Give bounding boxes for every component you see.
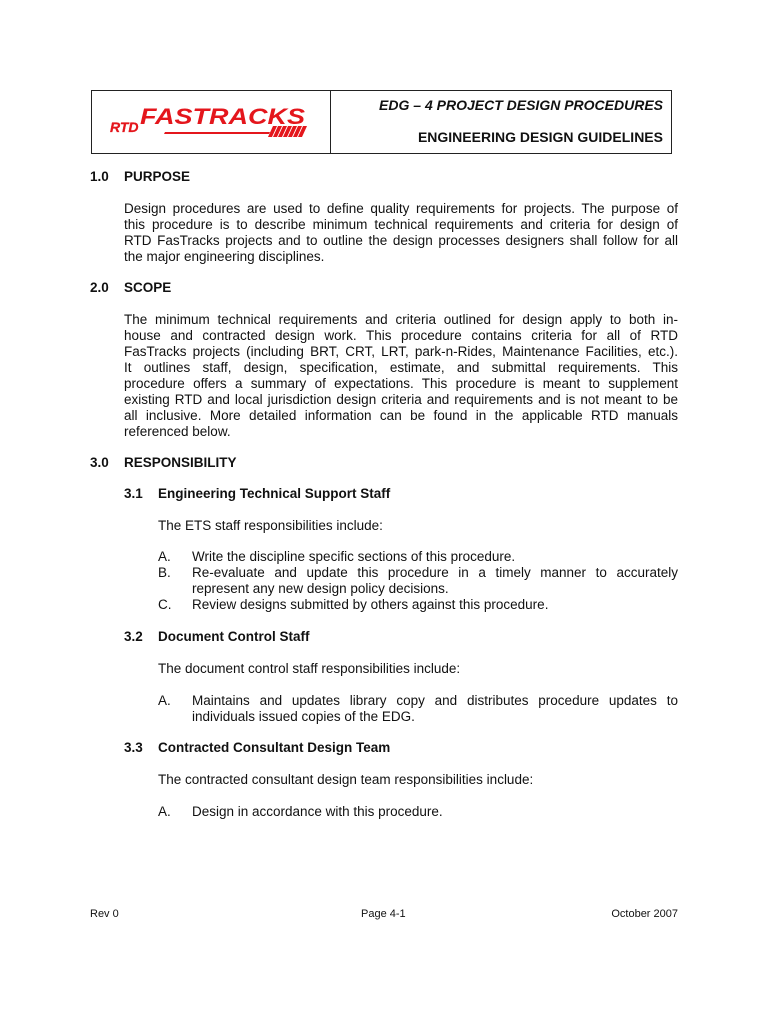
scope-paragraph <box>124 312 678 440</box>
text-line: RTD FasTracks projects and to outline the design processes designers shall follow for all <box>124 233 678 248</box>
text-line: referenced below. <box>124 424 231 439</box>
text-line: Review designs submitted by others against this procedure. <box>192 597 549 612</box>
text-line: Re-evaluate and update this procedure in a timely manner to accurately <box>192 565 678 580</box>
purpose-paragraph <box>124 201 678 265</box>
text-line: Maintains and updates library copy and distributes procedure updates to <box>192 693 678 708</box>
logo-prefix: RTD <box>110 119 139 135</box>
section-heading-responsibility <box>90 455 237 470</box>
footer-revision: Rev 0 <box>90 908 119 920</box>
section-number: 2.0 <box>90 280 109 295</box>
logo-wordmark: FASTRACKS <box>140 104 306 129</box>
text-line: represent any new design policy decisions. <box>192 581 449 596</box>
text-line: existing RTD and local jurisdiction design criteria and requirements and is not meant to be <box>124 392 678 407</box>
text-line: Design procedures are used to define quality requirements for projects. The purpose of <box>124 201 678 216</box>
subsection-title: Document Control Staff <box>158 629 310 644</box>
list-letter: A. <box>158 549 171 564</box>
subsection-heading-document-control <box>124 629 310 644</box>
section-title: SCOPE <box>124 280 172 295</box>
list-letter: C. <box>158 597 172 612</box>
consultant-intro: The contracted consultant design team responsibilities include: <box>158 772 534 787</box>
ets-intro: The ETS staff responsibilities include: <box>158 518 383 533</box>
section-heading-scope <box>90 280 171 295</box>
text-line: house and contracted design work. This procedure contains criteria for all of RTD <box>124 328 678 343</box>
fastracks-logo <box>110 104 310 142</box>
subsection-title: Contracted Consultant Design Team <box>158 740 391 755</box>
subsection-number: 3.1 <box>124 486 143 501</box>
subsection-heading-consultant <box>124 740 390 755</box>
text-line: Design in accordance with this procedure. <box>192 804 443 819</box>
section-number: 1.0 <box>90 169 109 184</box>
subsection-number: 3.2 <box>124 629 143 644</box>
text-line: the major engineering disciplines. <box>124 249 325 264</box>
text-line: FasTracks projects (including BRT, CRT, LRT, park-n-Rides, Maintenance Facilities, etc.). <box>124 344 678 359</box>
subsection-number: 3.3 <box>124 740 143 755</box>
section-title: PURPOSE <box>124 169 191 184</box>
text-line: The minimum technical requirements and criteria outlined for design apply to both in- <box>124 312 678 327</box>
footer-page-number: Page 4-1 <box>361 908 406 920</box>
document-header <box>91 90 672 154</box>
footer-date: October 2007 <box>611 908 678 920</box>
logo-cell <box>92 91 331 153</box>
subsection-title: Engineering Technical Support Staff <box>158 486 391 501</box>
document-control-intro: The document control staff responsibilities include: <box>158 661 461 676</box>
text-line: It outlines staff, design, specification, estimate, and submittal requirements. This <box>124 360 678 375</box>
text-line: individuals issued copies of the EDG. <box>192 709 415 724</box>
subsection-heading-ets <box>124 486 390 501</box>
text-line: Write the discipline specific sections of this procedure. <box>192 549 516 564</box>
document-series-title: EDG – 4 PROJECT DESIGN PROCEDURES <box>379 97 663 113</box>
header-title-cell <box>331 91 671 153</box>
text-line: this procedure is to describe minimum technical requirements and criteria for design of <box>124 217 678 232</box>
list-letter: A. <box>158 693 171 708</box>
list-letter: B. <box>158 565 171 580</box>
document-title: ENGINEERING DESIGN GUIDELINES <box>417 129 663 145</box>
section-title: RESPONSIBILITY <box>124 455 237 470</box>
section-heading-purpose <box>90 169 190 184</box>
list-letter: A. <box>158 804 171 819</box>
text-line: all inclusive. More detailed information can be found in the applicable RTD manuals <box>124 408 678 423</box>
text-line: procedure offers a summary of expectations. This procedure is meant to supplement <box>124 376 678 391</box>
section-number: 3.0 <box>90 455 109 470</box>
